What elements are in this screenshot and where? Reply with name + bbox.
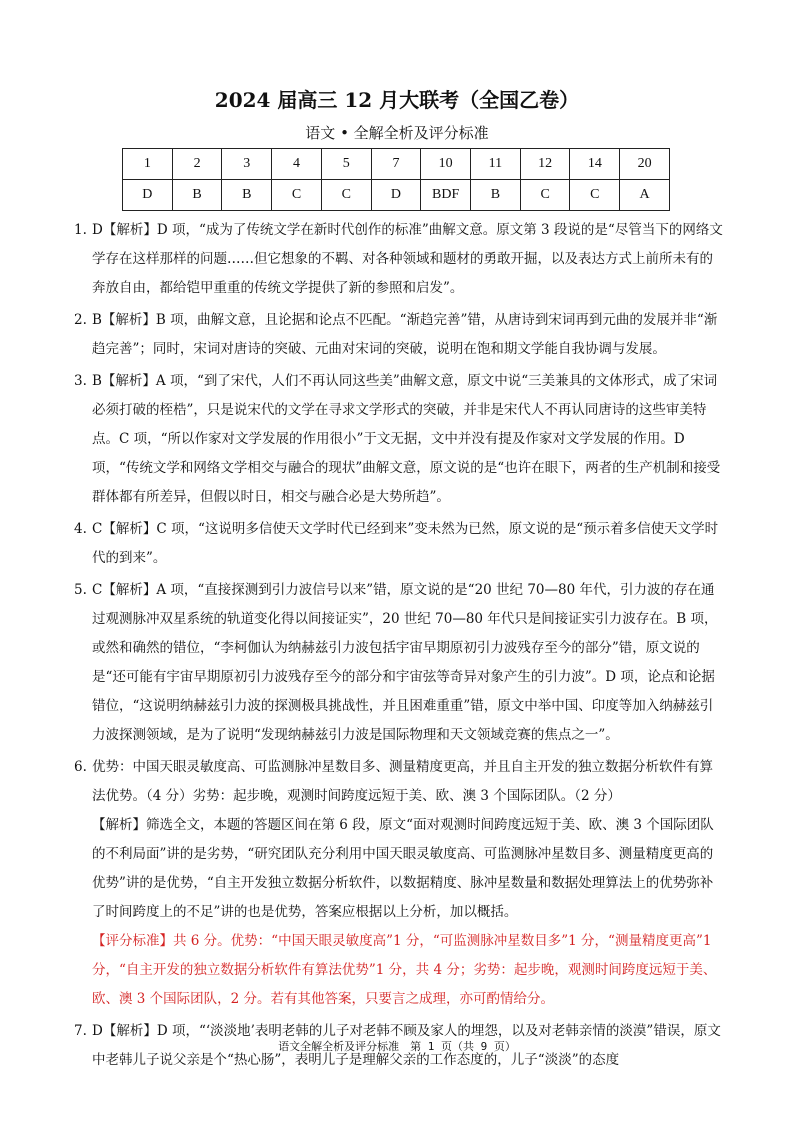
table-cell-number: 14 [570, 149, 620, 180]
question-number: 6. [74, 759, 87, 775]
answer-table-number-row [123, 149, 670, 180]
table-cell-answer: C [520, 180, 570, 211]
table-cell-answer: C [570, 180, 620, 211]
table-cell-number: 10 [421, 149, 471, 180]
question-item [74, 306, 724, 364]
table-cell-number: 20 [620, 149, 670, 180]
question-item [74, 367, 724, 512]
question-number: 4. [74, 521, 87, 537]
question-number: 2. [74, 312, 87, 328]
table-cell-number: 1 [123, 149, 173, 180]
question-item [74, 576, 724, 750]
question-analysis: 【解析】筛选全文，本题的答题区间在第 6 段，原文“面对观测时间跨度远短于美、欧、澳 3 个国际团队的不利局面”讲的是劣势，“研究团队充分利用中国天眼灵敏度高、可监测脉冲星数目多、测量精度更高的优势”讲的是优势，“自主开发独立数据分析软件，以数据精度、脉冲星数量和数据处理算法上的优势弥补了时间跨度上的不足”讲的也是优势，答案应根据以上分析，加以概括。 [92, 817, 714, 920]
question-explanation: D【解析】D 项，“‘淡淡地’表明老韩的儿子对老韩不顾及家人的埋怨，以及对老韩亲情的淡漠”错误，原文中老韩儿子说父亲是个“热心肠”，表明儿子是理解父亲的工作态度的，儿子“淡淡”的态度 [92, 1023, 721, 1068]
table-cell-answer: B [222, 180, 272, 211]
table-cell-answer: A [620, 180, 670, 211]
table-cell-number: 7 [371, 149, 421, 180]
table-cell-answer: B [471, 180, 521, 211]
table-cell-number: 11 [471, 149, 521, 180]
table-cell-answer: C [272, 180, 322, 211]
question-item [74, 753, 724, 1014]
answer-explanations [74, 216, 724, 1078]
question-item [74, 515, 724, 573]
question-explanation: C【解析】C 项，“这说明多信使天文学时代已经到来”变未然为已然，原文说的是“预示着多信使天文学时代的到来”。 [92, 521, 719, 566]
table-cell-number: 2 [172, 149, 222, 180]
question-answer: 优势：中国天眼灵敏度高、可监测脉冲星数目多、测量精度更高，并且自主开发的独立数据分析软件有算法优势。（4 分）劣势：起步晚，观测时间跨度远短于美、欧、澳 3 个国际团队。（2 分） [92, 759, 713, 804]
answer-table-answer-row [123, 180, 670, 211]
table-cell-number: 3 [222, 149, 272, 180]
page-subtitle: 语文 • 全解全析及评分标准 [305, 124, 489, 142]
question-number: 1. [74, 222, 87, 238]
table-cell-answer: BDF [421, 180, 471, 211]
scoring-criteria: 【评分标准】共 6 分。优势：“中国天眼灵敏度高”1 分，“可监测脉冲星数目多”1 分，“测量精度更高”1 分，“自主开发的独立数据分析软件有算法优势”1 分，共 4 分；劣势：起步晚，观测时间跨度远短于美、欧、澳 3 个国际团队，2 分。若有其他答案，只要言之成理，亦可酌情给分。 [92, 933, 717, 1007]
table-cell-answer: B [172, 180, 222, 211]
table-cell-answer: D [123, 180, 173, 211]
page-footer: 语文全解全析及评分标准 第 1 页（共 9 页） [278, 1040, 516, 1053]
table-cell-number: 5 [321, 149, 371, 180]
question-number: 3. [74, 373, 87, 389]
question-explanation: B【解析】B 项，曲解文意，且论据和论点不匹配。“渐趋完善”错，从唐诗到宋词再到元曲的发展并非“渐趋完善”；同时，宋词对唐诗的突破、元曲对宋词的突破，说明在饱和期文学能自我协调与发展。 [92, 312, 718, 357]
page-title: 2024 届高三 12 月大联考（全国乙卷） [214, 88, 580, 112]
question-number: 7. [74, 1023, 87, 1039]
table-cell-answer: C [321, 180, 371, 211]
question-item [74, 216, 724, 303]
answer-table [122, 148, 670, 211]
question-explanation: D【解析】D 项，“成为了传统文学在新时代创作的标准”曲解文意。原文第 3 段说的是“尽管当下的网络文学存在这样那样的问题……但它想象的不羁、对各种领域和题材的勇敢开掘，以及表达方式上前所未有的奔放自由，都给铠甲重重的传统文学提供了新的参照和启发”。 [92, 222, 723, 296]
table-cell-answer: D [371, 180, 421, 211]
question-explanation: C【解析】A 项，“直接探测到引力波信号以来”错，原文说的是“20 世纪 70—80 年代，引力波的存在通过观测脉冲双星系统的轨道变化得以间接证实”，20 世纪 70—80 年代只是间接证实引力波存在。B 项，或然和确然的错位，“李柯伽认为纳赫兹引力波包括宇宙早期原初引力波残存至今的部分”错，原文说的是“还可能有宇宙早期原初引力波残存至今的部分和宇宙弦等奇异对象产生的引力波”。D 项，论点和论据错位，“这说明纳赫兹引力波的探测极具挑战性，并且困难重重”错，原文中举中国、印度等加入纳赫兹引力波探测领域，是为了说明“发现纳赫兹引力波是国际物理和天文领域竞赛的焦点之一”。 [92, 582, 718, 743]
table-cell-number: 4 [272, 149, 322, 180]
question-explanation: B【解析】A 项，“到了宋代，人们不再认同这些美”曲解文意，原文中说“三美兼具的文体形式，成了宋词必须打破的桎梏”，只是说宋代的文学在寻求文学形式的突破，并非是宋代人不再认同唐诗的这些审美特点。C 项，“所以作家对文学发展的作用很小”于文无据，文中并没有提及作家对文学发展的作用。D 项，“传统文学和网络文学相交与融合的现状”曲解文意，原文说的是“也许在眼下，两者的生产机制和接受群体都有所差异，但假以时日，相交与融合必是大势所趋”。 [92, 373, 721, 505]
question-number: 5. [74, 582, 87, 598]
table-cell-number: 12 [520, 149, 570, 180]
